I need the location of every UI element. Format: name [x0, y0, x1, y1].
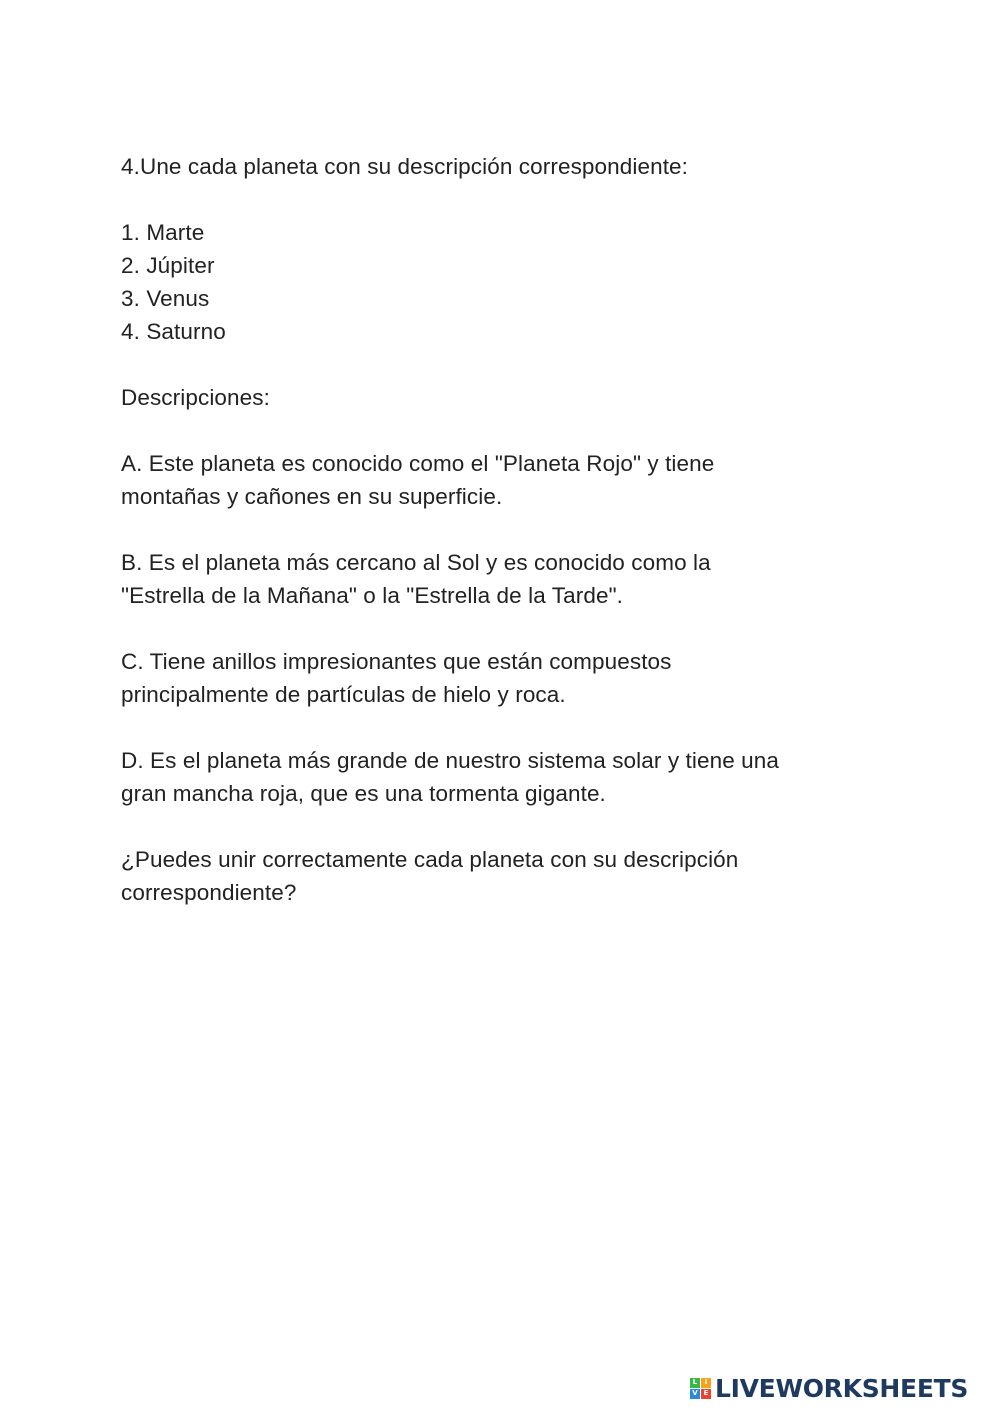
spacer — [121, 612, 891, 645]
description-line: B. Es el planeta más cercano al Sol y es conocido como la — [121, 550, 711, 575]
description-b — [121, 546, 891, 612]
spacer — [121, 183, 891, 216]
question-title: 4.Une cada planeta con su descripción correspondiente: — [121, 154, 689, 179]
spacer — [121, 414, 891, 447]
description-d — [121, 744, 891, 810]
spacer — [121, 810, 891, 843]
description-line: D. Es el planeta más grande de nuestro sistema solar y tiene una — [121, 748, 780, 773]
logo-letter: L — [690, 1378, 700, 1388]
worksheet-content — [121, 150, 891, 909]
liveworksheets-logo — [690, 1372, 968, 1404]
planet-item: 4. Saturno — [121, 319, 226, 344]
spacer — [121, 711, 891, 744]
closing-line: correspondiente? — [121, 880, 297, 905]
closing-line: ¿Puedes unir correctamente cada planeta con su descripción — [121, 847, 739, 872]
description-line: C. Tiene anillos impresionantes que están compuestos — [121, 649, 672, 674]
description-c — [121, 645, 891, 711]
logo-letter: I — [701, 1378, 711, 1388]
planet-item: 2. Júpiter — [121, 253, 215, 278]
description-line: A. Este planeta es conocido como el "Planeta Rojo" y tiene — [121, 451, 715, 476]
closing-question — [121, 843, 891, 909]
description-line: gran mancha roja, que es una tormenta gigante. — [121, 781, 606, 806]
planet-list — [121, 216, 891, 348]
brand-name: LIVEWORKSHEETS — [715, 1373, 969, 1403]
description-a — [121, 447, 891, 513]
logo-letter: E — [701, 1389, 711, 1399]
description-line: "Estrella de la Mañana" o la "Estrella de la Tarde". — [121, 583, 624, 608]
planet-item: 3. Venus — [121, 286, 210, 311]
description-line: montañas y cañones en su superficie. — [121, 484, 503, 509]
description-line: principalmente de partículas de hielo y roca. — [121, 682, 566, 707]
spacer — [121, 513, 891, 546]
planet-item: 1. Marte — [121, 220, 205, 245]
logo-letter: V — [690, 1389, 700, 1399]
descriptions-heading: Descripciones: — [121, 385, 270, 410]
liveworksheets-logo-icon — [690, 1378, 711, 1399]
spacer — [121, 348, 891, 381]
